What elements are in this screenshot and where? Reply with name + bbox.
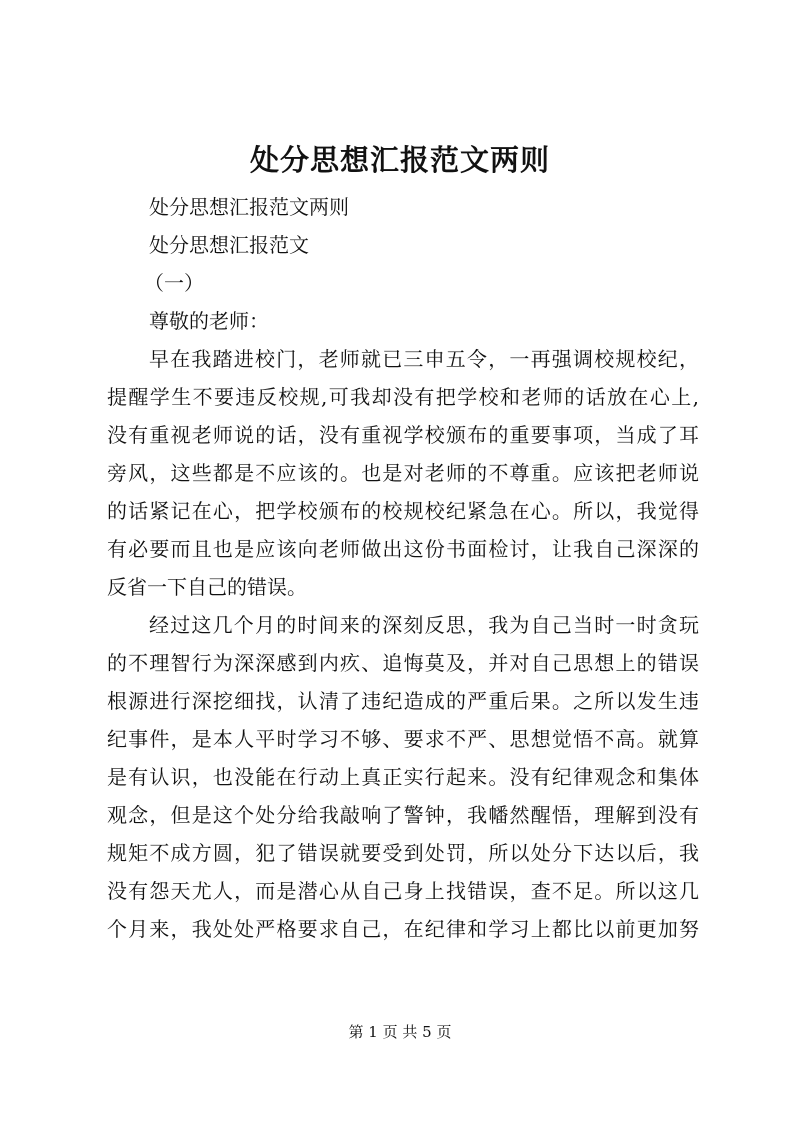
- section-marker: （一）: [144, 271, 204, 295]
- paragraph-line: 个月来，我处处严格要求自己，在纪律和学习上都比以前更加努: [107, 917, 699, 941]
- paragraph-line: 没有怨天尤人，而是潜心从自己身上找错误，查不足。所以这几: [107, 879, 699, 903]
- paragraph-line: 规矩不成方圆，犯了错误就要受到处罚，所以处分下达以后，我: [107, 841, 699, 865]
- paragraph-line: 早在我踏进校门，老师就已三申五令，一再强调校规校纪，: [149, 347, 699, 371]
- paragraph-line: 纪事件，是本人平时学习不够、要求不严、思想觉悟不高。就算: [107, 727, 699, 751]
- paragraph-line: 有必要而且也是应该向老师做出这份书面检讨，让我自己深深的: [107, 537, 699, 561]
- subtitle-line: 处分思想汇报范文两则: [149, 195, 349, 219]
- document-title: 处分思想汇报范文两则: [249, 143, 550, 177]
- paragraph-line: 经过这几个月的时间来的深刻反思，我为自己当时一时贪玩: [149, 613, 699, 637]
- paragraph-line: 的不理智行为深深感到内疚、追悔莫及，并对自己思想上的错误: [107, 651, 699, 675]
- paragraph-line: 根源进行深挖细找，认清了违纪造成的严重后果。之所以发生违: [107, 689, 699, 713]
- document-body: [107, 188, 699, 948]
- paragraph-line: 观念，但是这个处分给我敲响了警钟，我幡然醒悟，理解到没有: [107, 803, 699, 827]
- paragraph-1: [107, 340, 699, 606]
- paragraph-line: 反省一下自己的错误。: [107, 575, 307, 599]
- paragraph-line: 是有认识，也没能在行动上真正实行起来。没有纪律观念和集体: [107, 765, 699, 789]
- greeting-line: 尊敬的老师：: [149, 309, 269, 333]
- paragraph-line: 没有重视老师说的话，没有重视学校颁布的重要事项，当成了耳: [107, 423, 699, 447]
- paragraph-line: 旁风，这些都是不应该的。也是对老师的不尊重。应该把老师说: [107, 461, 699, 485]
- paragraph-line: 的话紧记在心，把学校颁布的校规校纪紧急在心。所以，我觉得: [107, 499, 699, 523]
- paragraph-line: 提醒学生不要违反校规,可我却没有把学校和老师的话放在心上,: [107, 385, 699, 409]
- paragraph-2: [107, 606, 699, 948]
- subtitle-line: 处分思想汇报范文: [149, 233, 309, 257]
- page-footer: 第 1 页 共 5 页: [348, 1023, 452, 1041]
